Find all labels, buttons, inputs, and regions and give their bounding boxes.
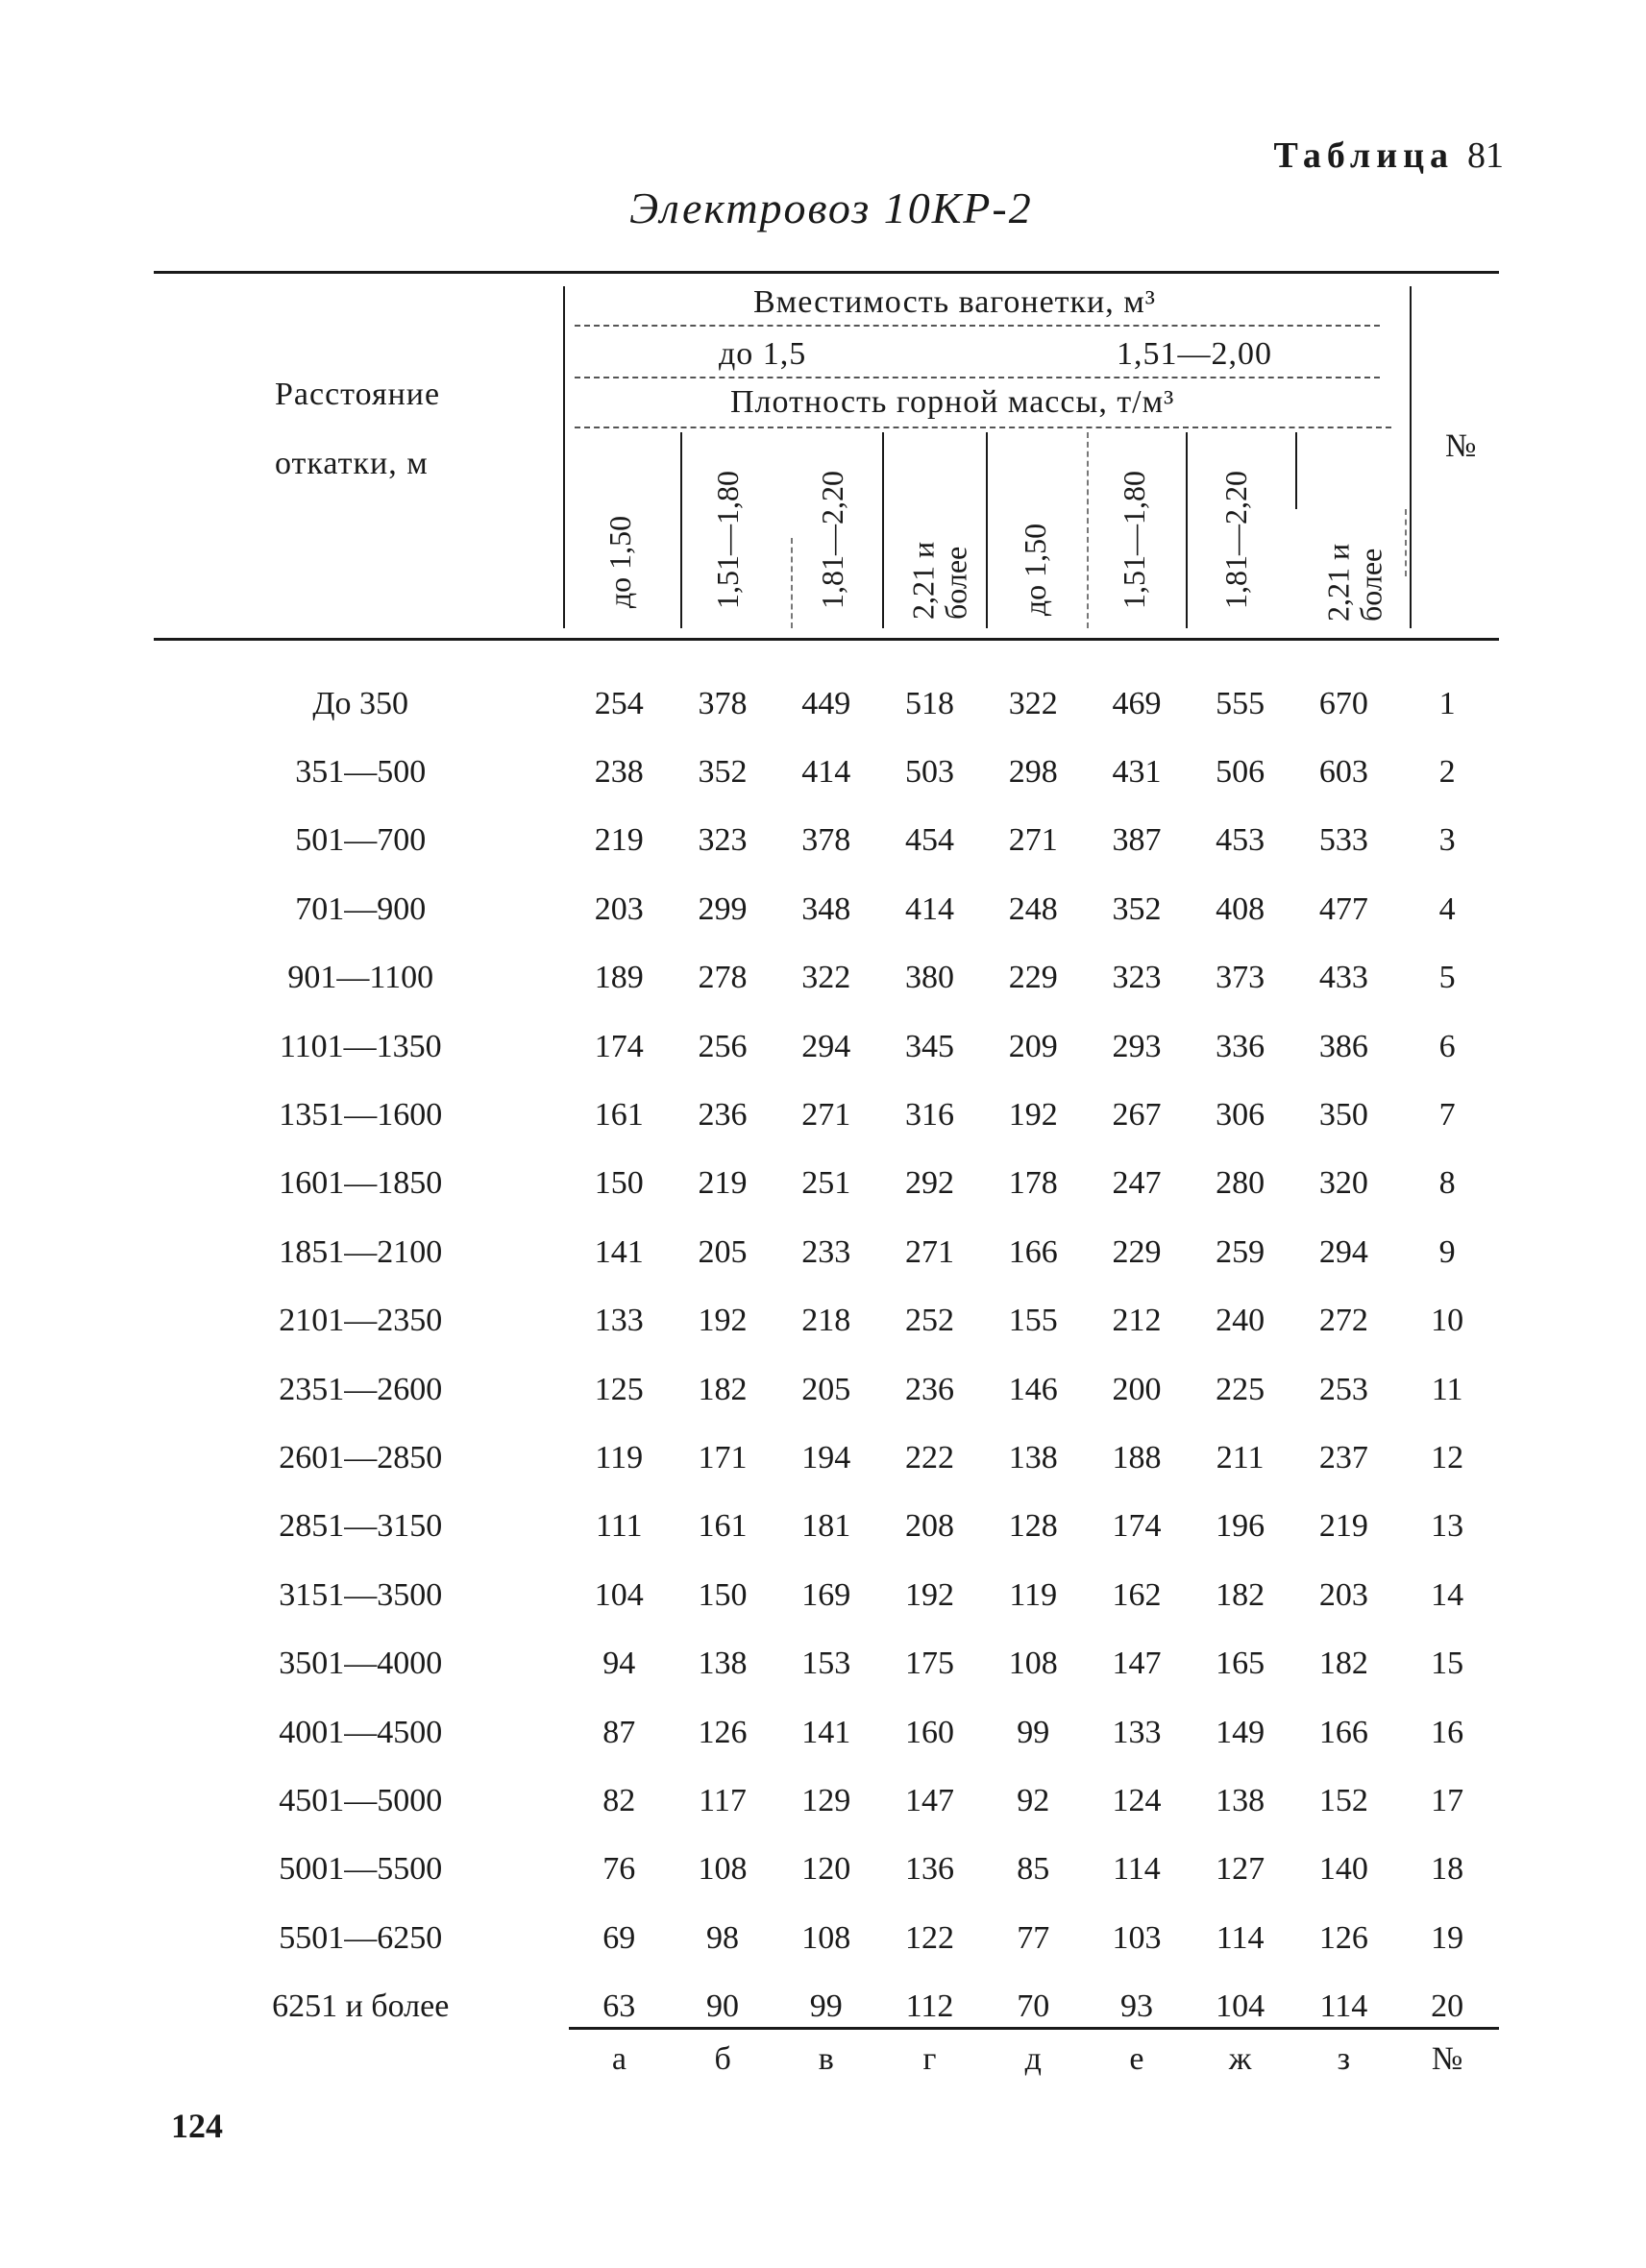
- row-value: 247: [1112, 1165, 1162, 1202]
- row-value: 259: [1216, 1233, 1265, 1270]
- page-number: 124: [171, 2107, 223, 2145]
- row-value: 138: [1216, 1782, 1265, 1818]
- row-value: 160: [904, 1714, 954, 1750]
- row-value: 316: [904, 1097, 954, 1134]
- row-value: 126: [1318, 1919, 1368, 1956]
- table-row: [154, 1904, 1499, 1972]
- row-value: 323: [1112, 960, 1162, 996]
- column-letters-spacer: [154, 2031, 568, 2088]
- row-value: 181: [801, 1508, 851, 1545]
- row-value: 380: [904, 960, 954, 996]
- row-value: 322: [801, 960, 851, 996]
- row-distance: 1851—2100: [279, 1233, 443, 1270]
- row-value: 138: [698, 1646, 748, 1682]
- column-letter-a: а: [611, 2041, 626, 2077]
- row-distance: 1601—1850: [279, 1165, 443, 1202]
- row-value: 153: [801, 1646, 851, 1682]
- row-value: 298: [1008, 754, 1058, 791]
- row-distance: 701—900: [295, 890, 427, 927]
- row-value: 108: [801, 1919, 851, 1956]
- row-distance: 351—500: [295, 754, 427, 791]
- capacity-header: Вместимость вагонетки, м³: [753, 284, 1156, 320]
- row-value: 350: [1318, 1097, 1368, 1134]
- row-value: 99: [809, 1988, 843, 2025]
- row-value: 603: [1318, 754, 1368, 791]
- row-value: 76: [602, 1851, 636, 1888]
- row-value: 345: [904, 1028, 954, 1064]
- row-value: 124: [1112, 1782, 1162, 1818]
- row-value: 174: [594, 1028, 644, 1064]
- table-label-word: Таблица: [1273, 135, 1454, 176]
- table-row: [154, 1424, 1499, 1492]
- row-value: 352: [1112, 890, 1162, 927]
- row-distance: 2101—2350: [279, 1303, 443, 1339]
- column-letter-c: в: [818, 2041, 834, 2077]
- row-value: 386: [1318, 1028, 1368, 1064]
- row-value: 506: [1216, 754, 1265, 791]
- row-value: 147: [1112, 1646, 1162, 1682]
- row-value: 162: [1112, 1576, 1162, 1613]
- table-row: [154, 1012, 1499, 1081]
- row-number: 2: [1438, 754, 1456, 791]
- row-value: 203: [1318, 1576, 1368, 1613]
- row-value: 103: [1112, 1919, 1162, 1956]
- row-value: 253: [1318, 1371, 1368, 1407]
- header-divider-left: [563, 286, 565, 628]
- header-top-rule: [154, 271, 1499, 274]
- row-value: 120: [801, 1851, 851, 1888]
- row-value: 166: [1318, 1714, 1368, 1750]
- density-col-e: до 1,50: [1018, 523, 1052, 617]
- data-table: [154, 670, 1499, 2041]
- footer-rule: [569, 2027, 1499, 2030]
- row-value: 192: [1008, 1097, 1058, 1134]
- row-value: 518: [904, 685, 954, 721]
- row-value: 240: [1216, 1303, 1265, 1339]
- capacity-group-1: до 1,5: [719, 336, 807, 372]
- row-value: 251: [801, 1165, 851, 1202]
- row-value: 155: [1008, 1303, 1058, 1339]
- table-row: [154, 1150, 1499, 1218]
- row-value: 414: [801, 754, 851, 791]
- row-value: 133: [1112, 1714, 1162, 1750]
- table-row: [154, 1218, 1499, 1286]
- row-value: 408: [1216, 890, 1265, 927]
- table-row: [154, 1287, 1499, 1355]
- row-value: 254: [594, 685, 644, 721]
- capacity-rule: [575, 325, 1380, 327]
- row-value: 63: [602, 1988, 636, 2025]
- row-value: 219: [1318, 1508, 1368, 1545]
- row-number: 16: [1431, 1714, 1464, 1750]
- density-header: Плотность горной массы, т/м³: [730, 384, 1175, 420]
- row-value: 205: [698, 1233, 748, 1270]
- row-value: 336: [1216, 1028, 1265, 1064]
- header-number-label: №: [1445, 428, 1478, 464]
- density-col-c: 1,81—2,20: [815, 471, 849, 609]
- header-divider-a-b: [680, 432, 682, 628]
- table-label: [1273, 134, 1504, 177]
- row-value: 178: [1008, 1165, 1058, 1202]
- row-value: 294: [801, 1028, 851, 1064]
- row-distance: 501—700: [295, 822, 427, 859]
- density-rule: [575, 427, 1391, 428]
- row-value: 171: [698, 1439, 748, 1475]
- header-divider-d-e: [986, 432, 988, 628]
- row-value: 174: [1112, 1508, 1162, 1545]
- row-value: 82: [602, 1782, 636, 1818]
- row-distance: До 350: [312, 685, 409, 721]
- row-value: 165: [1216, 1646, 1265, 1682]
- row-value: 87: [602, 1714, 636, 1750]
- row-number: 8: [1438, 1165, 1456, 1202]
- column-letters: [154, 2031, 1499, 2088]
- row-distance: 4501—5000: [279, 1782, 443, 1818]
- row-value: 271: [904, 1233, 954, 1270]
- capacity-groups-rule: [575, 377, 1380, 378]
- header-divider-f-g: [1186, 432, 1188, 628]
- row-value: 237: [1318, 1439, 1368, 1475]
- row-value: 248: [1008, 890, 1058, 927]
- density-col-b: 1,51—1,80: [710, 471, 745, 609]
- density-col-a: до 1,50: [602, 515, 637, 609]
- row-value: 90: [706, 1988, 739, 2025]
- row-header-label-2: откатки, м: [275, 446, 429, 481]
- row-value: 152: [1318, 1782, 1368, 1818]
- row-value: 192: [698, 1303, 748, 1339]
- row-value: 218: [801, 1303, 851, 1339]
- row-distance: 2851—3150: [279, 1508, 443, 1545]
- row-number: 15: [1431, 1646, 1464, 1682]
- row-value: 453: [1216, 822, 1265, 859]
- row-value: 192: [904, 1576, 954, 1613]
- header-divider-g-h: [1295, 432, 1297, 509]
- density-col-f: 1,51—1,80: [1117, 471, 1151, 609]
- row-number: 3: [1438, 822, 1456, 859]
- table-row: [154, 875, 1499, 943]
- row-value: 77: [1017, 1919, 1050, 1956]
- table-row: [154, 670, 1499, 738]
- table-row: [154, 1767, 1499, 1835]
- row-number: 12: [1431, 1439, 1464, 1475]
- row-value: 387: [1112, 822, 1162, 859]
- row-value: 150: [594, 1165, 644, 1202]
- row-value: 133: [594, 1303, 644, 1339]
- column-letters-row: [154, 2031, 1499, 2088]
- row-value: 146: [1008, 1371, 1058, 1407]
- row-value: 271: [1008, 822, 1058, 859]
- row-value: 119: [1009, 1576, 1058, 1613]
- row-distance: 5001—5500: [279, 1851, 443, 1888]
- row-value: 454: [904, 822, 954, 859]
- row-value: 94: [602, 1646, 636, 1682]
- row-value: 147: [904, 1782, 954, 1818]
- row-number: 18: [1431, 1851, 1464, 1888]
- row-distance: 901—1100: [287, 960, 434, 996]
- table-number: 81: [1467, 135, 1504, 176]
- row-distance: 2601—2850: [279, 1439, 443, 1475]
- row-value: 93: [1119, 1988, 1153, 2025]
- row-value: 196: [1216, 1508, 1265, 1545]
- data-table-body: [154, 670, 1499, 2041]
- row-value: 229: [1008, 960, 1058, 996]
- row-value: 111: [596, 1508, 643, 1545]
- row-distance: 4001—4500: [279, 1714, 443, 1750]
- row-value: 252: [904, 1303, 954, 1339]
- table-row: [154, 807, 1499, 875]
- row-value: 320: [1318, 1165, 1368, 1202]
- row-value: 272: [1318, 1303, 1368, 1339]
- row-value: 125: [594, 1371, 644, 1407]
- row-value: 292: [904, 1165, 954, 1202]
- row-value: 166: [1008, 1233, 1058, 1270]
- table-row: [154, 1355, 1499, 1424]
- row-distance: 6251 и более: [272, 1988, 450, 2025]
- row-distance: 5501—6250: [279, 1919, 443, 1956]
- column-letter-d: г: [922, 2041, 937, 2077]
- row-value: 222: [904, 1439, 954, 1475]
- row-number: 6: [1438, 1028, 1456, 1064]
- table-row: [154, 1493, 1499, 1561]
- row-value: 112: [905, 1988, 954, 2025]
- row-value: 117: [699, 1782, 747, 1818]
- header-divider-h-end: [1405, 509, 1407, 576]
- row-value: 104: [1216, 1988, 1265, 2025]
- column-letter-g: ж: [1228, 2041, 1252, 2077]
- row-value: 188: [1112, 1439, 1162, 1475]
- row-value: 236: [904, 1371, 954, 1407]
- header-divider-right: [1410, 286, 1412, 628]
- row-value: 293: [1112, 1028, 1162, 1064]
- row-value: 352: [698, 754, 748, 791]
- row-value: 169: [801, 1576, 851, 1613]
- row-number: 4: [1438, 890, 1456, 927]
- footer-number-label: №: [1431, 2041, 1463, 2077]
- table-title: Электровоз 10КР-2: [629, 183, 1033, 232]
- row-number: 9: [1438, 1233, 1456, 1270]
- row-value: 104: [594, 1576, 644, 1613]
- column-letter-f: е: [1129, 2041, 1144, 2077]
- row-value: 69: [602, 1919, 636, 1956]
- row-value: 182: [698, 1371, 748, 1407]
- row-value: 114: [1216, 1919, 1265, 1956]
- row-value: 85: [1017, 1851, 1050, 1888]
- row-value: 555: [1216, 685, 1265, 721]
- row-value: 128: [1008, 1508, 1058, 1545]
- row-value: 114: [1113, 1851, 1161, 1888]
- row-value: 194: [801, 1439, 851, 1475]
- header-divider-c-d: [882, 432, 884, 628]
- row-value: 431: [1112, 754, 1162, 791]
- header-bottom-rule: [154, 638, 1499, 641]
- row-value: 122: [904, 1919, 954, 1956]
- table-row: [154, 1698, 1499, 1767]
- row-distance: 2351—2600: [279, 1371, 443, 1407]
- row-value: 211: [1216, 1439, 1265, 1475]
- row-value: 129: [801, 1782, 851, 1818]
- row-value: 92: [1017, 1782, 1050, 1818]
- row-number: 19: [1431, 1919, 1464, 1956]
- row-value: 373: [1216, 960, 1265, 996]
- column-letter-e: д: [1024, 2041, 1042, 2077]
- row-value: 98: [706, 1919, 739, 1956]
- capacity-group-2: 1,51—2,00: [1117, 336, 1272, 372]
- row-value: 141: [594, 1233, 644, 1270]
- row-number: 13: [1431, 1508, 1464, 1545]
- row-value: 141: [801, 1714, 851, 1750]
- row-value: 126: [698, 1714, 748, 1750]
- density-col-d: 2,21 и более: [905, 541, 972, 620]
- row-number: 11: [1431, 1371, 1463, 1407]
- row-value: 149: [1216, 1714, 1265, 1750]
- row-value: 238: [594, 754, 644, 791]
- row-value: 414: [904, 890, 954, 927]
- row-value: 229: [1112, 1233, 1162, 1270]
- row-value: 140: [1318, 1851, 1368, 1888]
- table-row: [154, 738, 1499, 806]
- row-value: 294: [1318, 1233, 1368, 1270]
- row-value: 205: [801, 1371, 851, 1407]
- row-distance: 1101—1350: [279, 1028, 442, 1064]
- row-value: 114: [1319, 1988, 1368, 2025]
- row-value: 503: [904, 754, 954, 791]
- column-letter-b: б: [714, 2041, 731, 2077]
- row-value: 378: [801, 822, 851, 859]
- row-distance: 3501—4000: [279, 1646, 443, 1682]
- row-value: 267: [1112, 1097, 1162, 1134]
- table-row: [154, 1836, 1499, 1904]
- density-col-h: 2,21 и более: [1320, 543, 1388, 622]
- row-number: 14: [1431, 1576, 1464, 1613]
- row-number: 20: [1431, 1988, 1464, 2025]
- row-value: 161: [698, 1508, 748, 1545]
- row-number: 5: [1438, 960, 1456, 996]
- row-value: 175: [904, 1646, 954, 1682]
- column-letter-h: з: [1337, 2041, 1351, 2077]
- row-value: 189: [594, 960, 644, 996]
- table-row: [154, 1629, 1499, 1697]
- row-value: 219: [594, 822, 644, 859]
- row-value: 209: [1008, 1028, 1058, 1064]
- row-value: 271: [801, 1097, 851, 1134]
- row-value: 200: [1112, 1371, 1162, 1407]
- row-value: 182: [1318, 1646, 1368, 1682]
- row-number: 17: [1431, 1782, 1464, 1818]
- row-value: 219: [698, 1165, 748, 1202]
- row-value: 119: [595, 1439, 644, 1475]
- row-value: 256: [698, 1028, 748, 1064]
- row-value: 278: [698, 960, 748, 996]
- row-value: 670: [1318, 685, 1368, 721]
- row-value: 348: [801, 890, 851, 927]
- row-value: 378: [698, 685, 748, 721]
- row-value: 136: [904, 1851, 954, 1888]
- row-value: 233: [801, 1233, 851, 1270]
- table-row: [154, 1561, 1499, 1629]
- row-value: 280: [1216, 1165, 1265, 1202]
- row-value: 108: [1008, 1646, 1058, 1682]
- row-value: 323: [698, 822, 748, 859]
- header-divider-e-f: [1087, 432, 1089, 628]
- row-value: 99: [1017, 1714, 1050, 1750]
- row-value: 236: [698, 1097, 748, 1134]
- row-number: 10: [1431, 1303, 1464, 1339]
- table-row: [154, 944, 1499, 1012]
- row-distance: 1351—1600: [279, 1097, 443, 1134]
- row-value: 212: [1112, 1303, 1162, 1339]
- row-value: 306: [1216, 1097, 1265, 1134]
- row-value: 150: [698, 1576, 748, 1613]
- row-value: 208: [904, 1508, 954, 1545]
- row-value: 138: [1008, 1439, 1058, 1475]
- density-col-g: 1,81—2,20: [1218, 471, 1253, 609]
- row-value: 469: [1112, 685, 1162, 721]
- row-number: 7: [1438, 1097, 1456, 1134]
- row-value: 299: [698, 890, 748, 927]
- row-value: 322: [1008, 685, 1058, 721]
- row-value: 433: [1318, 960, 1368, 996]
- row-header-label-1: Расстояние: [275, 377, 441, 412]
- row-value: 70: [1017, 1988, 1050, 2025]
- header-divider-b-c: [791, 538, 793, 628]
- row-value: 161: [594, 1097, 644, 1134]
- row-value: 108: [698, 1851, 748, 1888]
- row-distance: 3151—3500: [279, 1576, 443, 1613]
- row-value: 225: [1216, 1371, 1265, 1407]
- row-value: 182: [1216, 1576, 1265, 1613]
- row-number: 1: [1438, 685, 1456, 721]
- row-value: 127: [1216, 1851, 1265, 1888]
- row-value: 533: [1318, 822, 1368, 859]
- row-value: 477: [1318, 890, 1368, 927]
- table-row: [154, 1081, 1499, 1149]
- row-value: 449: [801, 685, 851, 721]
- row-value: 203: [594, 890, 644, 927]
